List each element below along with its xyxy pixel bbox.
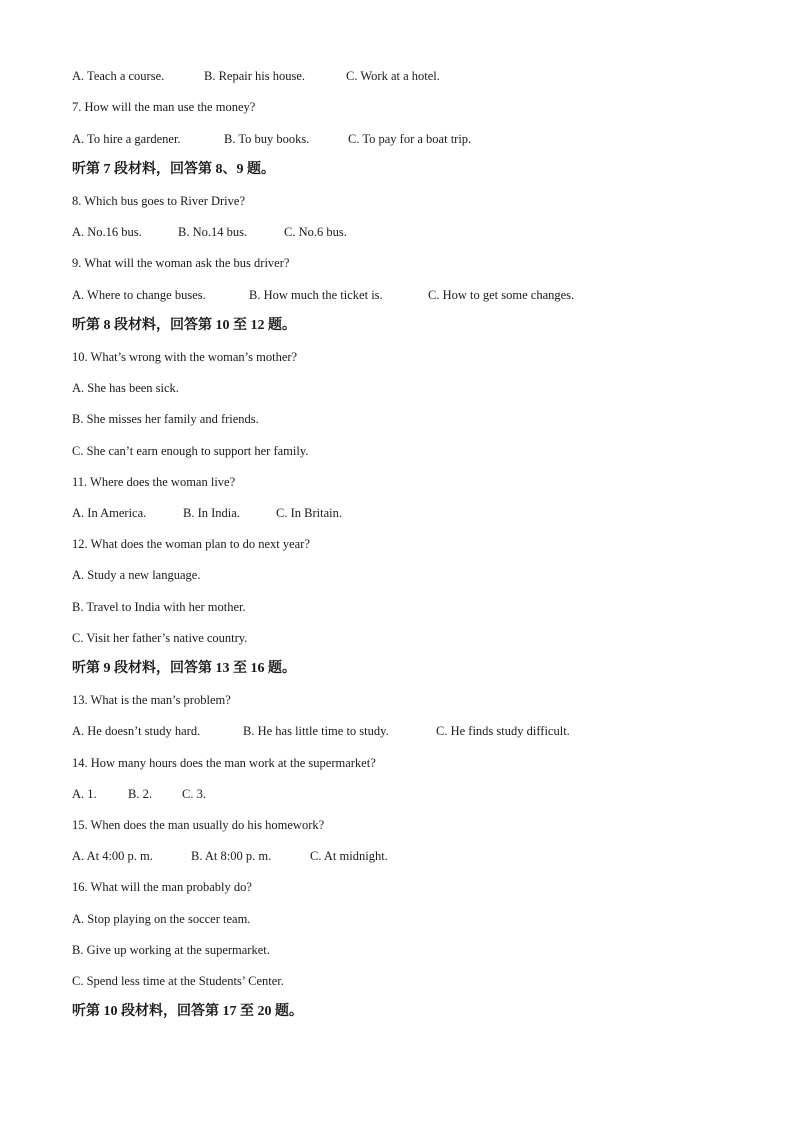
question-10: 10. What’s wrong with the woman’s mother? <box>72 350 298 364</box>
question-15: 15. When does the man usually do his homework? <box>72 818 325 832</box>
option-b: B. Give up working at the supermarket. <box>72 943 270 957</box>
option-c: C. To pay for a boat trip. <box>348 132 472 146</box>
option-c: C. 3. <box>182 787 206 801</box>
option-b: B. Repair his house. <box>204 69 306 83</box>
option-a: A. Teach a course. <box>72 69 165 83</box>
option-b: B. In India. <box>183 506 240 520</box>
option-a: A. He doesn’t study hard. <box>72 724 201 738</box>
question-8: 8. Which bus goes to River Drive? <box>72 194 245 208</box>
question-9: 9. What will the woman ask the bus driver? <box>72 256 290 270</box>
option-c: C. In Britain. <box>276 506 342 520</box>
option-a: A. To hire a gardener. <box>72 132 181 146</box>
question-16: 16. What will the man probably do? <box>72 880 252 894</box>
section-heading-10: 听第 10 段材料，回答第 17 至 20 题。 <box>72 1004 303 1019</box>
option-c: C. How to get some changes. <box>428 288 575 302</box>
option-a: A. Stop playing on the soccer team. <box>72 912 251 926</box>
option-a: A. Where to change buses. <box>72 288 206 302</box>
option-a: A. At 4:00 p. m. <box>72 849 153 863</box>
option-a: A. No.16 bus. <box>72 225 142 239</box>
option-b: B. To buy books. <box>224 132 310 146</box>
question-11: 11. Where does the woman live? <box>72 475 236 489</box>
option-c: C. At midnight. <box>310 849 388 863</box>
option-c: C. Work at a hotel. <box>346 69 440 83</box>
option-b: B. He has little time to study. <box>243 724 389 738</box>
option-b: B. No.14 bus. <box>178 225 248 239</box>
option-b: B. 2. <box>128 787 152 801</box>
option-c: C. No.6 bus. <box>284 225 347 239</box>
question-12: 12. What does the woman plan to do next year? <box>72 537 310 551</box>
option-c: C. She can’t earn enough to support her family. <box>72 444 309 458</box>
option-a: A. She has been sick. <box>72 381 179 395</box>
section-heading-9: 听第 9 段材料，回答第 13 至 16 题。 <box>72 661 296 676</box>
question-7: 7. How will the man use the money? <box>72 100 256 114</box>
section-heading-7: 听第 7 段材料，回答第 8、9 题。 <box>72 162 275 177</box>
option-a: A. In America. <box>72 506 147 520</box>
option-a: A. Study a new language. <box>72 568 201 582</box>
option-a: A. 1. <box>72 787 97 801</box>
option-b: B. She misses her family and friends. <box>72 412 259 426</box>
option-b: B. How much the ticket is. <box>249 288 383 302</box>
question-14: 14. How many hours does the man work at the supermarket? <box>72 756 376 770</box>
option-b: B. At 8:00 p. m. <box>191 849 272 863</box>
option-c: C. He finds study difficult. <box>436 724 570 738</box>
question-13: 13. What is the man’s problem? <box>72 693 231 707</box>
section-heading-8: 听第 8 段材料，回答第 10 至 12 题。 <box>72 318 296 333</box>
option-c: C. Spend less time at the Students’ Center. <box>72 974 284 988</box>
option-c: C. Visit her father’s native country. <box>72 631 248 645</box>
option-b: B. Travel to India with her mother. <box>72 600 246 614</box>
